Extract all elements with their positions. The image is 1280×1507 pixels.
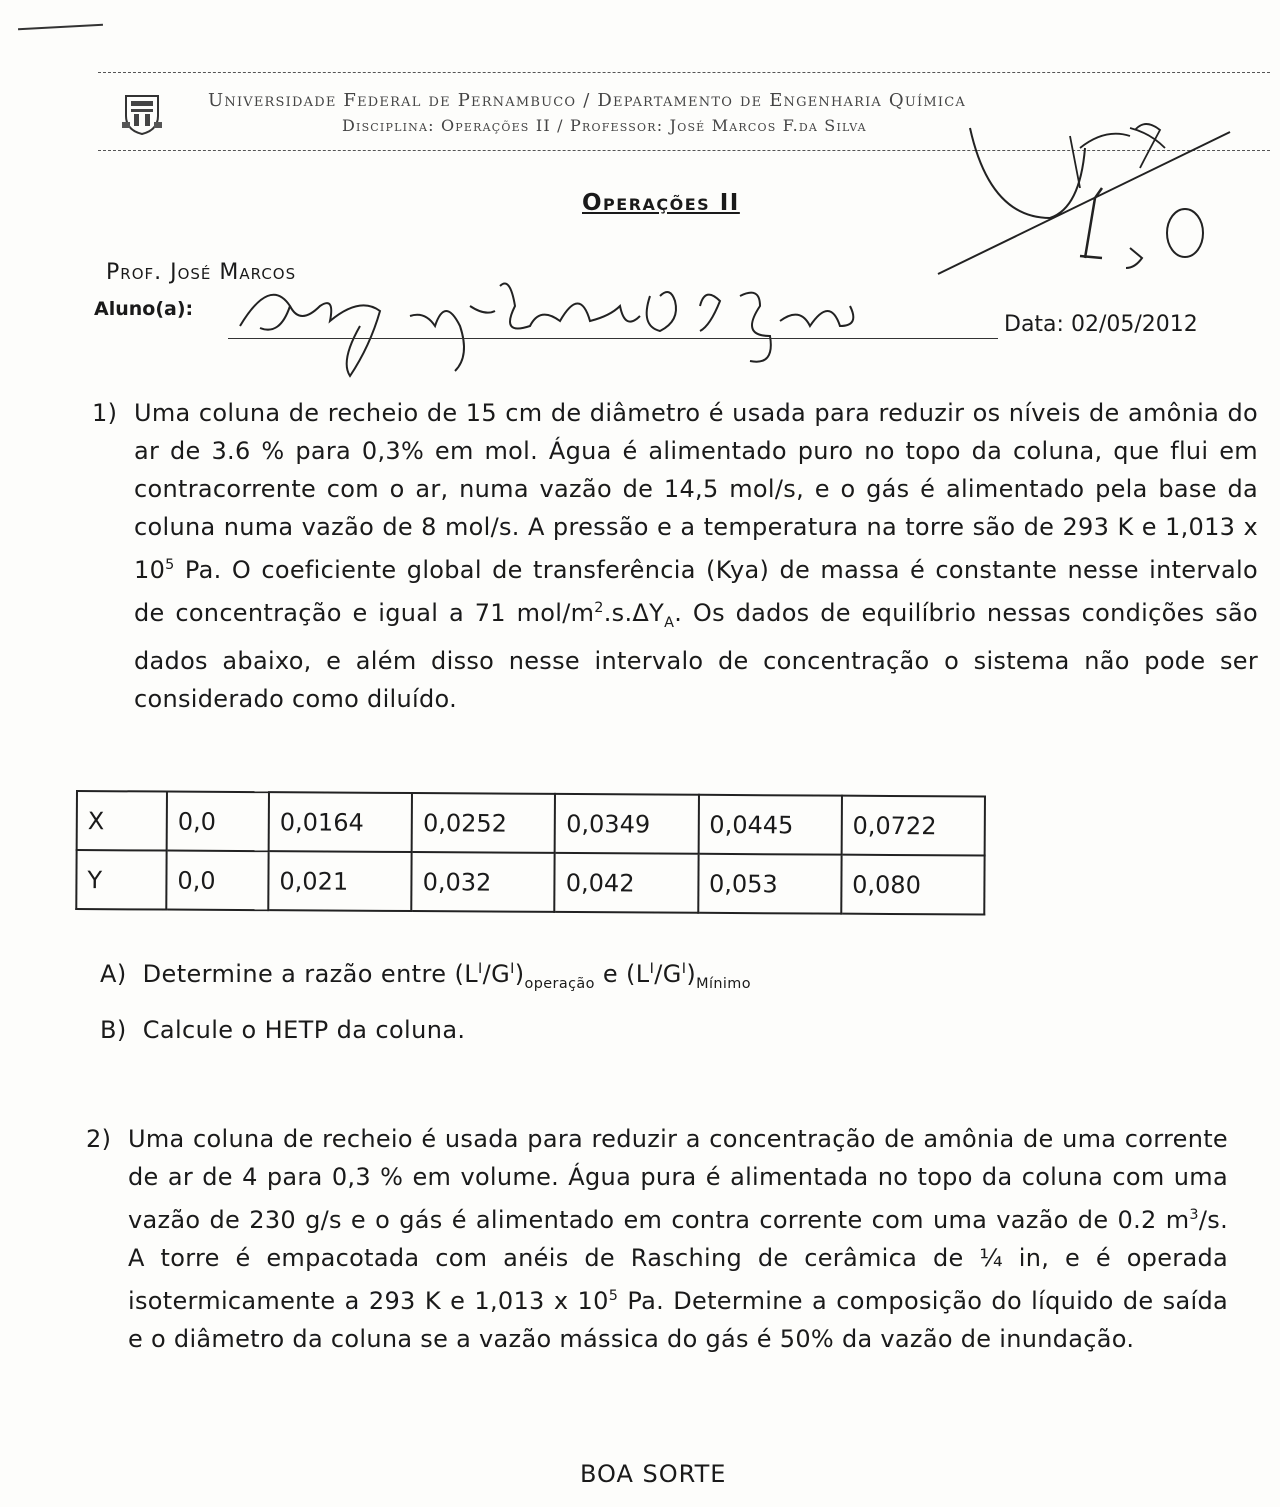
exam-date xyxy=(1004,312,1198,337)
table-cell: 0,042 xyxy=(555,853,699,913)
university-crest-icon xyxy=(120,92,164,136)
item-a-close: ) xyxy=(686,960,697,988)
question-1-text-a: Uma coluna de recheio de 15 cm de diâmetro é usada para reduzir os níveis de amônia do ar de 3.6 % para 0,3% em mol. Água é alimentado puro no topo da coluna, que flui em contracorrente com o ar, numa vazão de 14,5 mol/s, e o gás é alimentado pela base da coluna numa vazão de 8 mol/s. A pressão e a temperatura na torre são de 293 K e 1,013 x 10 xyxy=(134,399,1258,584)
item-a-and: e xyxy=(594,960,627,988)
professor-name: Prof. José Marcos xyxy=(106,260,297,285)
item-a-prime: I xyxy=(649,961,655,977)
question-1-exp-a: 5 xyxy=(165,557,175,573)
table-cell: X xyxy=(77,791,167,851)
item-a-ratio-open: (L xyxy=(454,960,478,988)
item-a-prime: I xyxy=(681,961,687,977)
item-a-text: Determine a razão entre xyxy=(142,960,455,988)
student-name-line xyxy=(228,338,998,339)
table-cell: 0,053 xyxy=(698,854,842,914)
page-title: Operações II xyxy=(582,190,740,216)
item-a-sub-operacao: operação xyxy=(524,975,595,992)
question-1-text-c: .s.ΔY xyxy=(603,599,665,627)
table-cell: 0,021 xyxy=(268,851,412,911)
question-2-number: 2) xyxy=(86,1125,112,1153)
scan-mark xyxy=(18,24,103,30)
equilibrium-table xyxy=(75,790,986,916)
closing-message: BOA SORTE xyxy=(580,1460,727,1488)
item-a-slash: /G xyxy=(654,960,682,988)
header-top-rule xyxy=(98,72,1270,73)
handwritten-grade-mark xyxy=(930,108,1250,288)
question-2-exp-b: 5 xyxy=(608,1288,619,1304)
student-label: Aluno(a): xyxy=(94,298,194,320)
table-cell: 0,032 xyxy=(411,852,555,912)
table-row xyxy=(76,850,984,915)
question-2-exp-a: 3 xyxy=(1189,1207,1199,1223)
table-cell: 0,0 xyxy=(166,851,268,911)
question-1-exp-b: 2 xyxy=(594,600,604,616)
table-cell: 0,0349 xyxy=(555,794,699,854)
table-cell: 0,0445 xyxy=(698,795,842,855)
item-b xyxy=(100,1016,465,1044)
item-a-slash: /G xyxy=(482,960,511,988)
question-1-text-d: . Os dados de equilíbrio nessas condições são dados abaixo, e além disso nesse intervalo de concentração o sistema não pode ser considerado como diluído. xyxy=(134,599,1258,713)
date-label: Data: xyxy=(1004,312,1064,337)
table-cell: 0,080 xyxy=(841,855,985,915)
item-a-ratio-open: (L xyxy=(626,960,650,988)
header-institution: Universidade Federal de Pernambuco / Departamento de Engenharia Química xyxy=(208,90,966,111)
table-cell: 0,0252 xyxy=(412,793,556,853)
table-cell: 0,0722 xyxy=(841,796,985,856)
date-value: 02/05/2012 xyxy=(1070,312,1198,337)
question-1-number: 1) xyxy=(92,399,118,427)
item-a-label: A) xyxy=(100,960,127,988)
item-b-text: Calcule o HETP da coluna. xyxy=(142,1016,466,1044)
item-a-prime: I xyxy=(510,961,515,977)
question-1-text-b: Pa. O coeficiente global de transferência (Kya) de massa é constante nesse intervalo de concentração e igual a 71 mol/m xyxy=(134,556,1258,627)
question-2 xyxy=(86,1120,1228,1358)
item-a-prime: I xyxy=(477,961,483,977)
table-cell: Y xyxy=(76,850,166,910)
header-course-line: Disciplina: Operações II / Professor: José Marcos F.da Silva xyxy=(342,116,867,135)
question-2-text-b: /s. A torre é empacotada com anéis de Rasching de cerâmica de ¼ in, e é operada isotermicamente a 293 K e 1,013 x 10 xyxy=(128,1206,1228,1315)
table-cell: 0,0 xyxy=(167,792,269,852)
student-signature xyxy=(230,266,870,386)
question-1-sub-c: A xyxy=(664,614,675,631)
item-b-label: B) xyxy=(100,1016,127,1044)
table-row xyxy=(77,791,985,856)
question-1 xyxy=(92,394,1258,718)
item-a-close: ) xyxy=(514,960,525,988)
table-cell: 0,0164 xyxy=(269,792,413,852)
item-a-sub-minimo: Mínimo xyxy=(696,975,751,992)
question-2-text-a: Uma coluna de recheio é usada para reduzir a concentração de amônia de uma corrente de ar de 4 para 0,3 % em volume. Água pura é alimentada no topo da coluna com uma vazão de 230 g/s e o gás é alimentado em contra corrente com uma vazão de 0.2 m xyxy=(128,1125,1228,1234)
item-a xyxy=(100,960,751,992)
question-2-text-c: Pa. Determine a composição do líquido de saída e o diâmetro da coluna se a vazão mássica do gás é 50% da vazão de inundação. xyxy=(128,1287,1228,1353)
